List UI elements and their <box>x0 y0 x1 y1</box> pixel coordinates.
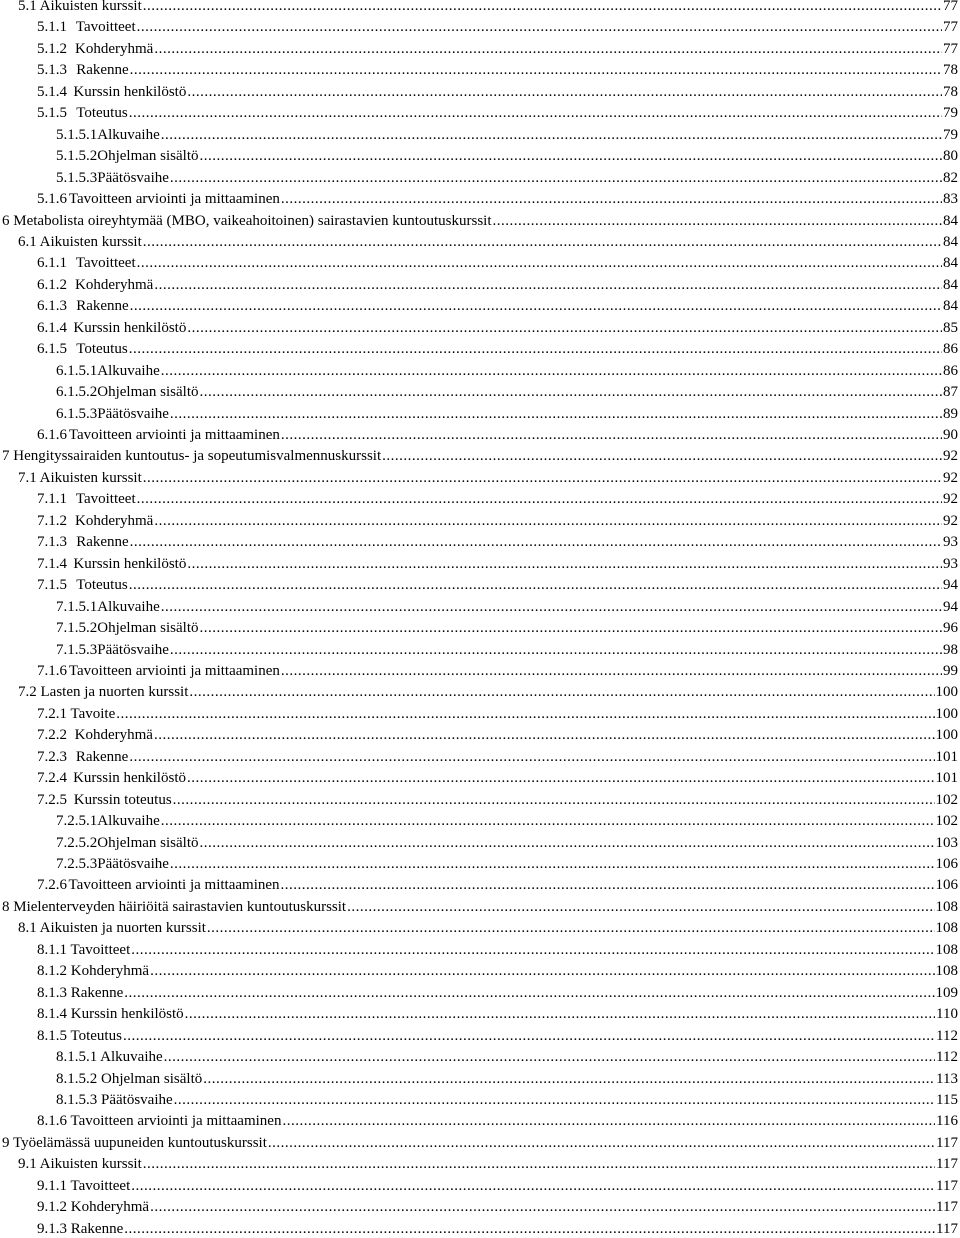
toc-entry-page-number: 85 <box>943 319 958 336</box>
toc-entry-number: 7.2.5 <box>37 791 67 808</box>
toc-entry-number: 5.1.5 <box>37 105 67 122</box>
dot-leader <box>124 984 934 1002</box>
toc-entry[interactable] <box>37 984 958 1002</box>
toc-entry-number: 5.1.1 <box>37 19 67 36</box>
dot-leader <box>281 876 935 894</box>
toc-entry-number: 7.1 Aikuisten kurssit <box>18 469 142 486</box>
toc-entry-number: 9 Työelämässä uupuneiden kuntoutuskurssit <box>2 1134 267 1151</box>
dot-leader <box>187 769 935 787</box>
toc-entry[interactable] <box>2 1134 958 1152</box>
toc-entry-title: Tavoitteen arviointi ja mittaaminen <box>68 877 280 894</box>
toc-entry-number: 7 Hengityssairaiden kuntoutus- ja sopeutumisvalmennuskurssit <box>2 448 382 465</box>
toc-entry[interactable] <box>56 619 958 637</box>
toc-entry-number: 7.2.6 <box>37 877 67 894</box>
toc-entry-number: 7.2.5.2 <box>56 834 98 851</box>
toc-entry[interactable] <box>18 1155 958 1173</box>
toc-entry-title: Päätösvaihe <box>97 405 169 422</box>
toc-entry-page-number: 113 <box>936 1070 958 1087</box>
toc-entry-number: 8.1.4 Kurssin henkilöstö <box>37 1006 184 1023</box>
toc-entry-number: 6.1 Aikuisten kurssit <box>18 233 142 250</box>
toc-entry[interactable] <box>37 1005 958 1023</box>
toc-entry[interactable] <box>37 662 958 680</box>
dot-leader <box>143 1155 935 1173</box>
toc-entry-title: Alkuvaihe <box>97 813 160 830</box>
toc-entry-page-number: 90 <box>943 427 958 443</box>
toc-entry-number: 5.1.2 <box>37 40 67 57</box>
dot-leader <box>347 898 934 916</box>
toc-entry[interactable] <box>37 83 958 101</box>
toc-entry-number: 5.1 Aikuisten kurssit <box>18 0 142 14</box>
toc-entry-page-number: 84 <box>943 212 958 229</box>
toc-entry-page-number: 77 <box>943 19 958 36</box>
dot-leader <box>281 426 942 444</box>
toc-entry[interactable] <box>56 147 958 165</box>
toc-entry-page-number: 117 <box>936 1220 958 1237</box>
toc-entry-page-number: 79 <box>943 105 958 122</box>
dot-leader <box>150 1198 935 1216</box>
toc-entry-page-number: 108 <box>935 898 958 915</box>
toc-entry-number: 7.1.1 <box>37 491 67 508</box>
toc-entry[interactable] <box>37 104 958 122</box>
dot-leader <box>130 61 942 79</box>
toc-entry-title: Kohderyhmä <box>75 40 154 57</box>
toc-entry[interactable] <box>37 726 958 744</box>
toc-entry-number: 7.2.3 <box>37 748 67 765</box>
toc-entry-number: 9.1 Aikuisten kurssit <box>18 1156 142 1173</box>
toc-entry-number: 8.1.5.3 Päätösvaihe <box>56 1091 173 1108</box>
toc-entry-title: Päätösvaihe <box>97 169 169 186</box>
toc-entry-page-number: 103 <box>935 834 958 851</box>
dot-leader <box>137 254 942 272</box>
toc-entry-page-number: 78 <box>943 62 958 79</box>
toc-entry-title: Rakenne <box>76 298 129 315</box>
toc-entry-page-number: 108 <box>935 920 958 937</box>
toc-entry[interactable] <box>37 576 958 594</box>
toc-entry-page-number: 115 <box>936 1091 958 1108</box>
toc-entry[interactable] <box>37 340 958 358</box>
toc-entry[interactable] <box>2 447 958 465</box>
toc-entry[interactable] <box>37 533 958 551</box>
toc-entry-title: Alkuvaihe <box>97 126 160 143</box>
toc-entry[interactable] <box>37 18 958 36</box>
dot-leader <box>268 1134 935 1152</box>
toc-entry-title: Kurssin toteutus <box>73 791 172 808</box>
dot-leader <box>130 297 942 315</box>
dot-leader <box>282 1112 935 1130</box>
toc-entry[interactable] <box>37 941 958 959</box>
dot-leader <box>129 104 942 122</box>
toc-entry-page-number: 101 <box>935 748 958 765</box>
toc-entry[interactable] <box>37 1220 958 1238</box>
toc-entry-number: 7.2.5.3 <box>56 856 98 872</box>
toc-entry-page-number: 101 <box>935 770 958 787</box>
dot-leader <box>170 169 942 187</box>
toc-entry-number: 7.1.5.2 <box>56 620 98 637</box>
toc-entry-number: 7.1.4 <box>37 555 67 572</box>
toc-entry-title: Kurssin henkilöstö <box>73 770 186 787</box>
toc-entry-page-number: 100 <box>935 705 958 722</box>
toc-entry-title: Rakenne <box>76 534 129 551</box>
toc-entry-title: Ohjelman sisältö <box>97 834 199 851</box>
toc-entry-title: Ohjelman sisältö <box>97 384 199 401</box>
toc-entry[interactable] <box>56 812 958 830</box>
toc-entry-title: Ohjelman sisältö <box>97 620 199 637</box>
toc-entry-page-number: 77 <box>943 40 958 57</box>
dot-leader <box>154 40 942 58</box>
toc-entry-title: Rakenne <box>75 748 129 765</box>
dot-leader <box>187 319 942 337</box>
toc-entry-title: Toteutus <box>76 341 128 358</box>
toc-entry[interactable] <box>37 297 958 315</box>
toc-entry[interactable] <box>37 705 958 723</box>
toc-entry-page-number: 96 <box>943 620 958 637</box>
toc-entry-page-number: 108 <box>935 941 958 958</box>
toc-entry-page-number: 100 <box>935 727 958 744</box>
toc-entry-page-number: 78 <box>943 83 958 100</box>
toc-entry-page-number: 112 <box>936 1049 958 1066</box>
dot-leader <box>150 962 934 980</box>
dot-leader <box>174 1091 935 1109</box>
toc-entry-number: 8.1 Aikuisten ja nuorten kurssit <box>18 920 206 937</box>
toc-entry[interactable] <box>37 40 958 58</box>
toc-entry-page-number: 92 <box>943 469 958 486</box>
toc-entry-title: Kohderyhmä <box>75 276 154 293</box>
dot-leader <box>164 1048 935 1066</box>
toc-entry-title: Tavoitteen arviointi ja mittaaminen <box>68 427 280 443</box>
toc-entry-number: 7.1.5.1 <box>56 598 98 615</box>
dot-leader <box>137 490 942 508</box>
dot-leader <box>129 748 934 766</box>
toc-entry-number: 6.1.5.1 <box>56 362 98 379</box>
dot-leader <box>281 190 942 208</box>
toc-entry-page-number: 109 <box>935 984 958 1001</box>
toc-entry-page-number: 86 <box>943 362 958 379</box>
toc-entry-number: 9.1.1 Tavoitteet <box>37 1177 131 1194</box>
toc-entry[interactable] <box>37 254 958 272</box>
dot-leader <box>161 812 935 830</box>
toc-entry-page-number: 94 <box>943 598 958 615</box>
toc-entry-page-number: 84 <box>943 255 958 272</box>
toc-entry[interactable] <box>2 898 958 916</box>
toc-entry-page-number: 79 <box>943 126 958 143</box>
dot-leader <box>170 405 942 423</box>
toc-entry[interactable] <box>37 426 958 444</box>
toc-entry-number: 7.1.2 <box>37 512 67 529</box>
toc-entry-page-number: 110 <box>936 1006 958 1023</box>
dot-leader <box>154 726 935 744</box>
toc-entry-page-number: 92 <box>943 448 958 465</box>
toc-entry-number: 8.1.6 Tavoitteen arviointi ja mittaaminen <box>37 1113 282 1130</box>
toc-entry[interactable] <box>56 1070 958 1088</box>
toc-entry-page-number: 102 <box>935 791 958 808</box>
toc-entry[interactable] <box>37 555 958 573</box>
toc-entry-title: Päätösvaihe <box>97 856 169 872</box>
toc-entry-number: 6.1.2 <box>37 276 67 293</box>
toc-entry[interactable] <box>37 791 958 809</box>
toc-entry[interactable] <box>37 190 958 208</box>
toc-entry-number: 8.1.1 Tavoitteet <box>37 941 131 958</box>
toc-entry[interactable] <box>56 383 958 401</box>
toc-entry-number: 8.1.5.1 Alkuvaihe <box>56 1049 163 1066</box>
dot-leader <box>124 1220 935 1238</box>
toc-entry-number: 6.1.6 <box>37 427 67 443</box>
toc-entry-number: 7.2.4 <box>37 770 67 787</box>
toc-entry-number: 6.1.5 <box>37 341 67 358</box>
dot-leader <box>200 619 943 637</box>
toc-entry-page-number: 106 <box>935 856 958 872</box>
toc-entry-page-number: 116 <box>936 1113 958 1130</box>
toc-entry-page-number: 117 <box>936 1199 958 1216</box>
toc-entry-page-number: 77 <box>943 0 958 14</box>
toc-entry-number: 9.1.2 Kohderyhmä <box>37 1199 150 1216</box>
toc-entry-title: Tavoitteen arviointi ja mittaaminen <box>68 191 280 208</box>
toc-entry-number: 5.1.5.2 <box>56 148 98 165</box>
toc-entry-page-number: 108 <box>935 963 958 980</box>
toc-entry[interactable] <box>18 469 958 487</box>
toc-entry-page-number: 117 <box>936 1134 958 1151</box>
toc-entry[interactable] <box>56 405 958 423</box>
dot-leader <box>200 383 943 401</box>
toc-entry[interactable] <box>18 919 958 937</box>
toc-entry-number: 5.1.4 <box>37 83 67 100</box>
toc-entry-number: 5.1.5.1 <box>56 126 98 143</box>
toc-entry-page-number: 92 <box>943 491 958 508</box>
dot-leader <box>200 834 935 852</box>
toc-entry-title: Kurssin henkilöstö <box>73 319 187 336</box>
toc-entry-page-number: 89 <box>943 405 958 422</box>
toc-entry-page-number: 102 <box>935 813 958 830</box>
toc-entry-number: 8.1.5.2 Ohjelman sisältö <box>56 1070 203 1087</box>
toc-entry[interactable] <box>37 876 958 894</box>
toc-entry[interactable] <box>56 169 958 187</box>
toc-entry-title: Tavoitteen arviointi ja mittaaminen <box>68 662 280 679</box>
toc-entry-title: Kurssin henkilöstö <box>73 83 187 100</box>
dot-leader <box>137 18 942 36</box>
toc-entry-number: 7.2 Lasten ja nuorten kurssit <box>18 684 189 701</box>
toc-entry[interactable] <box>37 1177 958 1195</box>
toc-entry-page-number: 94 <box>943 577 958 594</box>
toc-entry[interactable] <box>56 362 958 380</box>
toc-entry-number: 7.1.3 <box>37 534 67 551</box>
toc-entry-number: 8.1.2 Kohderyhmä <box>37 963 150 980</box>
toc-entry-number: 8 Mielenterveyden häiriöitä sairastavien kuntoutuskurssit <box>2 898 347 915</box>
toc-entry-number: 5.1.6 <box>37 191 67 208</box>
toc-entry-page-number: 92 <box>943 512 958 529</box>
toc-entry-page-number: 84 <box>943 233 958 250</box>
dot-leader <box>130 533 942 551</box>
dot-leader <box>143 233 942 251</box>
toc-entry[interactable] <box>56 1091 958 1109</box>
toc-entry[interactable] <box>56 834 958 852</box>
dot-leader <box>200 147 943 165</box>
dot-leader <box>187 83 942 101</box>
toc-entry-number: 6.1.4 <box>37 319 67 336</box>
toc-entry-title: Kohderyhmä <box>75 512 154 529</box>
toc-entry-title: Kohderyhmä <box>74 727 153 744</box>
dot-leader <box>185 1005 935 1023</box>
toc-entry-number: 9.1.3 Rakenne <box>37 1220 124 1237</box>
toc-entry-title: Rakenne <box>76 62 129 79</box>
dot-leader <box>131 1177 935 1195</box>
toc-entry-page-number: 93 <box>943 555 958 572</box>
toc-entry-title: Tavoitteet <box>75 255 136 272</box>
toc-entry[interactable] <box>37 276 958 294</box>
toc-entry-number: 7.2.5.1 <box>56 813 98 830</box>
toc-entry-title: Toteutus <box>76 577 128 594</box>
toc-entry-title: Ohjelman sisältö <box>97 148 199 165</box>
toc-entry-number: 7.2.2 <box>37 727 67 744</box>
toc-entry-number: 5.1.3 <box>37 62 67 79</box>
dot-leader <box>116 705 934 723</box>
toc-entry-number: 7.1.6 <box>37 662 67 679</box>
toc-entry[interactable] <box>37 1027 958 1045</box>
toc-entry-page-number: 117 <box>936 1177 958 1194</box>
toc-entry[interactable] <box>37 962 958 980</box>
toc-entry-number: 8.1.3 Rakenne <box>37 984 124 1001</box>
toc-entry[interactable] <box>37 748 958 766</box>
toc-entry-page-number: 82 <box>943 169 958 186</box>
toc-entry-page-number: 100 <box>935 684 958 701</box>
dot-leader <box>154 276 942 294</box>
toc-entry-number: 7.1.5.3 <box>56 641 98 658</box>
toc-entry[interactable] <box>56 1048 958 1066</box>
toc-entry-number: 6 Metabolista oireyhtymää (MBO, vaikeahoitoinen) sairastavien kuntoutuskurssit <box>2 212 492 229</box>
toc-entry-title: Toteutus <box>76 105 128 122</box>
toc-entry[interactable] <box>18 683 958 701</box>
dot-leader <box>161 598 942 616</box>
toc-entry-page-number: 117 <box>936 1156 958 1173</box>
toc-entry-page-number: 86 <box>943 341 958 358</box>
toc-entry-page-number: 98 <box>943 641 958 658</box>
toc-entry[interactable] <box>37 512 958 530</box>
toc-entry-page-number: 83 <box>943 191 958 208</box>
dot-leader <box>131 941 934 959</box>
toc-entry[interactable] <box>18 0 958 15</box>
toc-entry-page-number: 87 <box>943 384 958 401</box>
dot-leader <box>203 1070 935 1088</box>
dot-leader <box>493 212 943 230</box>
toc-entry-number: 7.1.5 <box>37 577 67 594</box>
dot-leader <box>173 791 935 809</box>
toc-entry[interactable] <box>37 490 958 508</box>
toc-entry-title: Kurssin henkilöstö <box>73 555 187 572</box>
dot-leader <box>170 855 935 873</box>
dot-leader <box>382 447 942 465</box>
toc-entry-page-number: 112 <box>936 1027 958 1044</box>
dot-leader <box>170 641 942 659</box>
toc-entry-number: 6.1.1 <box>37 255 67 272</box>
toc-entry-page-number: 84 <box>943 298 958 315</box>
dot-leader <box>143 0 942 15</box>
toc-entry-number: 7.2.1 Tavoite <box>37 705 116 722</box>
toc-entry-title: Päätösvaihe <box>97 641 169 658</box>
toc-entry[interactable] <box>37 319 958 337</box>
dot-leader <box>189 683 934 701</box>
toc-entry[interactable] <box>56 641 958 659</box>
toc-entry-page-number: 106 <box>935 877 958 894</box>
toc-entry-title: Alkuvaihe <box>97 362 160 379</box>
toc-entry-number: 6.1.3 <box>37 298 67 315</box>
dot-leader <box>281 662 942 680</box>
dot-leader <box>207 919 935 937</box>
toc-entry-number: 8.1.5 Toteutus <box>37 1027 122 1044</box>
toc-entry-page-number: 99 <box>943 662 958 679</box>
toc-entry-number: 5.1.5.3 <box>56 169 98 186</box>
toc-entry[interactable] <box>37 1198 958 1216</box>
dot-leader <box>129 340 942 358</box>
dot-leader <box>143 469 942 487</box>
toc-entry[interactable] <box>2 212 958 230</box>
toc-entry-page-number: 93 <box>943 534 958 551</box>
toc-entry-title: Alkuvaihe <box>97 598 160 615</box>
toc-entry[interactable] <box>18 233 958 251</box>
toc-entry-title: Tavoitteet <box>75 491 136 508</box>
toc-entry[interactable] <box>37 769 958 787</box>
dot-leader <box>187 555 942 573</box>
toc-entry-title: Tavoitteet <box>75 19 136 36</box>
toc-entry-number: 6.1.5.3 <box>56 405 98 422</box>
toc-entry[interactable] <box>56 598 958 616</box>
toc-entry[interactable] <box>56 126 958 144</box>
toc-entry-page-number: 84 <box>943 276 958 293</box>
toc-entry[interactable] <box>37 61 958 79</box>
toc-entry-number: 6.1.5.2 <box>56 384 98 401</box>
dot-leader <box>161 126 942 144</box>
toc-entry[interactable] <box>56 855 958 873</box>
toc-entry-page-number: 80 <box>943 148 958 165</box>
dot-leader <box>123 1027 935 1045</box>
dot-leader <box>129 576 942 594</box>
toc-entry[interactable] <box>37 1112 958 1130</box>
dot-leader <box>154 512 942 530</box>
dot-leader <box>161 362 942 380</box>
